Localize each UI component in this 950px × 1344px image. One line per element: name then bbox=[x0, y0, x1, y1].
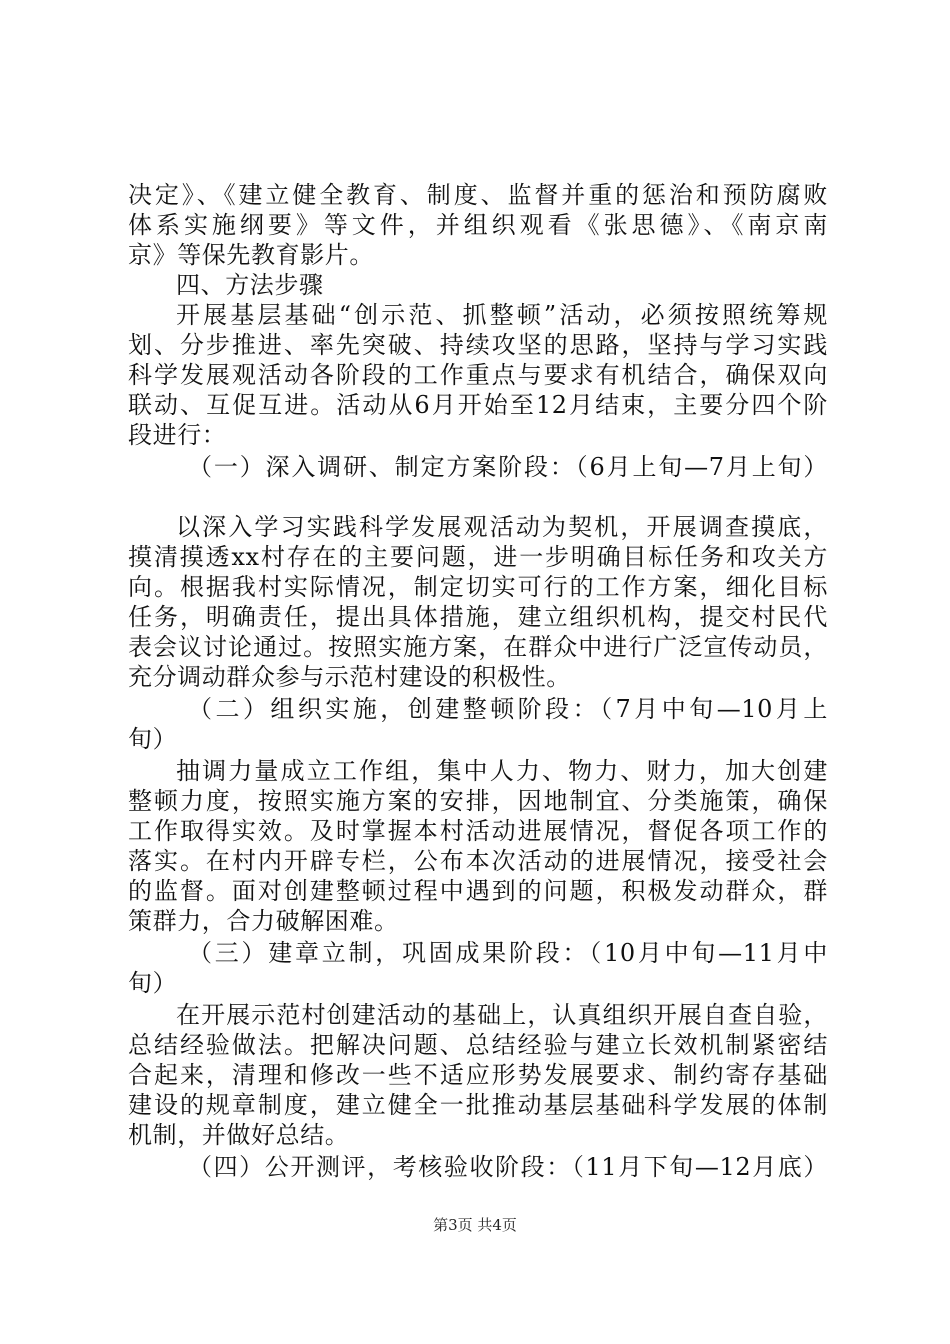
body-line: 段进行： bbox=[128, 421, 227, 449]
body-line: 抽调力量成立工作组，集中人力、物力、财力，加大创建 bbox=[176, 757, 828, 785]
body-line: 充分调动群众参与示范村建设的积极性。 bbox=[128, 663, 571, 691]
subsection-heading: （一）深入调研、制定方案阶段：（6月上旬—7月上旬） bbox=[188, 453, 828, 481]
body-line: 表会议讨论通过。按照实施方案，在群众中进行广泛宣传动员， bbox=[128, 633, 828, 661]
body-line: 向。根据我村实际情况，制定切实可行的工作方案，细化目标 bbox=[128, 573, 828, 601]
body-line: 建设的规章制度，建立健全一批推动基层基础科学发展的体制 bbox=[128, 1091, 828, 1119]
body-line: 的监督。面对创建整顿过程中遇到的问题，积极发动群众，群 bbox=[128, 877, 828, 905]
body-line: 决定》、《建立健全教育、制度、监督并重的惩治和预防腐败 bbox=[128, 181, 828, 209]
body-line: 以深入学习实践科学发展观活动为契机，开展调查摸底， bbox=[176, 513, 828, 541]
subsection-heading: （二）组织实施，创建整顿阶段：（7月中旬—10月上 bbox=[188, 695, 828, 723]
body-line: 落实。在村内开辟专栏，公布本次活动的进展情况，接受社会 bbox=[128, 847, 828, 875]
body-line: 体系实施纲要》等文件，并组织观看《张思德》、《南京南 bbox=[128, 211, 828, 239]
body-line: 联动、互促互进。活动从6月开始至12月结束，主要分四个阶 bbox=[128, 391, 828, 419]
body-line: 机制，并做好总结。 bbox=[128, 1121, 350, 1149]
body-line: 整顿力度，按照实施方案的安排，因地制宜、分类施策，确保 bbox=[128, 787, 828, 815]
body-line: 科学发展观活动各阶段的工作重点与要求有机结合，确保双向 bbox=[128, 361, 828, 389]
body-line: 策群力，合力破解困难。 bbox=[128, 907, 399, 935]
body-line: 总结经验做法。把解决问题、总结经验与建立长效机制紧密结 bbox=[128, 1031, 828, 1059]
body-line: 京》等保先教育影片。 bbox=[128, 241, 374, 269]
subsection-heading-continued: 旬） bbox=[128, 969, 178, 997]
body-line: 开展基层基础“创示范、抓整顿”活动，必须按照统筹规 bbox=[176, 301, 828, 329]
subsection-heading-continued: 旬） bbox=[128, 725, 178, 753]
body-line: 划、分步推进、率先突破、持续攻坚的思路，坚持与学习实践 bbox=[128, 331, 828, 359]
body-line: 在开展示范村创建活动的基础上，认真组织开展自查自验， bbox=[176, 1001, 828, 1029]
body-line: 工作取得实效。及时掌握本村活动进展情况，督促各项工作的 bbox=[128, 817, 828, 845]
body-line: 合起来，清理和修改一些不适应形势发展要求、制约寄存基础 bbox=[128, 1061, 828, 1089]
body-line: 摸清摸透xx村存在的主要问题，进一步明确目标任务和攻关方 bbox=[128, 543, 828, 571]
body-line: 任务，明确责任，提出具体措施，建立组织机构，提交村民代 bbox=[128, 603, 828, 631]
subsection-heading: （三）建章立制，巩固成果阶段：（10月中旬—11月中 bbox=[188, 939, 828, 967]
subsection-heading: （四）公开测评，考核验收阶段：（11月下旬—12月底） bbox=[188, 1153, 828, 1181]
page-footer: 第3页 共4页 bbox=[433, 1216, 517, 1234]
section-heading: 四、方法步骤 bbox=[176, 271, 324, 299]
